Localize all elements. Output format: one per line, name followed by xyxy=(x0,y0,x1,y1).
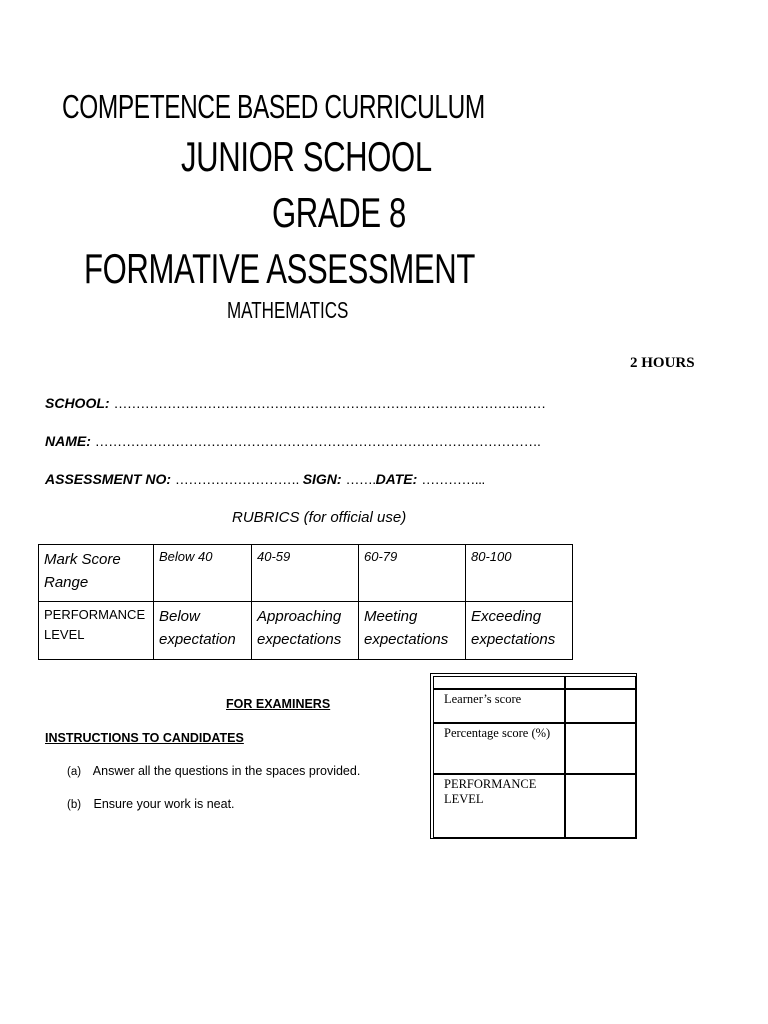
name-blank[interactable]: ………………………………………………………………………………………. xyxy=(94,433,541,449)
instruction-text: Ensure your work is neat. xyxy=(93,797,235,811)
assessment-no-blank[interactable]: ………………………. xyxy=(174,471,299,487)
mark-score-range-header: Mark Score Range xyxy=(39,545,154,602)
level-cell: Meeting expectations xyxy=(359,602,466,660)
percentage-score-value[interactable] xyxy=(565,723,636,774)
table-row xyxy=(433,723,636,774)
learners-score-label: Learner’s score xyxy=(433,689,565,723)
assessment-no-label: ASSESSMENT NO: xyxy=(45,471,172,487)
name-label: NAME: xyxy=(45,433,91,449)
school-blank[interactable]: ……………………………………………………………………………….…… xyxy=(113,395,546,411)
performance-level-label: PERFORMANCE LEVEL xyxy=(433,774,565,838)
range-cell: 80-100 xyxy=(466,545,573,602)
percentage-score-label: Percentage score (%) xyxy=(433,723,565,774)
performance-level-header: PERFORMANCE LEVEL xyxy=(39,602,154,660)
curriculum-title: COMPETENCE BASED CURRICULUM xyxy=(62,88,485,125)
table-row xyxy=(39,545,573,602)
rubrics-title: RUBRICS (for official use) xyxy=(232,509,407,526)
learners-score-value[interactable] xyxy=(565,689,636,723)
assessment-title: FORMATIVE ASSESSMENT xyxy=(84,245,475,292)
school-level-title: JUNIOR SCHOOL xyxy=(181,133,432,180)
range-cell: 60-79 xyxy=(359,545,466,602)
instructions-heading: INSTRUCTIONS TO CANDIDATES xyxy=(45,731,244,745)
sign-label: SIGN: xyxy=(302,471,342,487)
assessment-field-row[interactable] xyxy=(45,471,485,487)
instruction-item xyxy=(67,797,235,811)
range-cell: 40-59 xyxy=(252,545,359,602)
level-cell: Exceeding expectations xyxy=(466,602,573,660)
name-field[interactable] xyxy=(45,433,540,449)
table-row xyxy=(433,676,636,689)
instruction-item xyxy=(67,764,360,778)
sign-blank[interactable]: ……. xyxy=(345,471,376,487)
instruction-text: Answer all the questions in the spaces provided. xyxy=(92,764,361,778)
instruction-label: (a) xyxy=(67,766,82,778)
school-field[interactable] xyxy=(45,395,546,411)
performance-level-value[interactable] xyxy=(565,774,636,838)
date-blank[interactable]: …………... xyxy=(421,471,485,487)
table-row xyxy=(433,774,636,838)
header-blank-cell xyxy=(565,676,636,689)
table-row xyxy=(39,602,573,660)
duration-label: 2 HOURS xyxy=(630,355,695,371)
table-row xyxy=(433,689,636,723)
grade-title: GRADE 8 xyxy=(272,189,406,236)
examiner-score-table xyxy=(433,676,636,838)
examiner-score-box xyxy=(430,673,637,839)
for-examiners-heading: FOR EXAMINERS xyxy=(226,697,331,711)
level-cell: Below expectation xyxy=(154,602,252,660)
header-blank-cell xyxy=(433,676,565,689)
date-label: DATE: xyxy=(375,471,418,487)
instruction-label: (b) xyxy=(67,799,82,811)
range-cell: Below 40 xyxy=(154,545,252,602)
level-cell: Approaching expectations xyxy=(252,602,359,660)
school-label: SCHOOL: xyxy=(45,395,110,411)
subject-title: MATHEMATICS xyxy=(227,297,349,323)
rubrics-table xyxy=(38,544,573,660)
